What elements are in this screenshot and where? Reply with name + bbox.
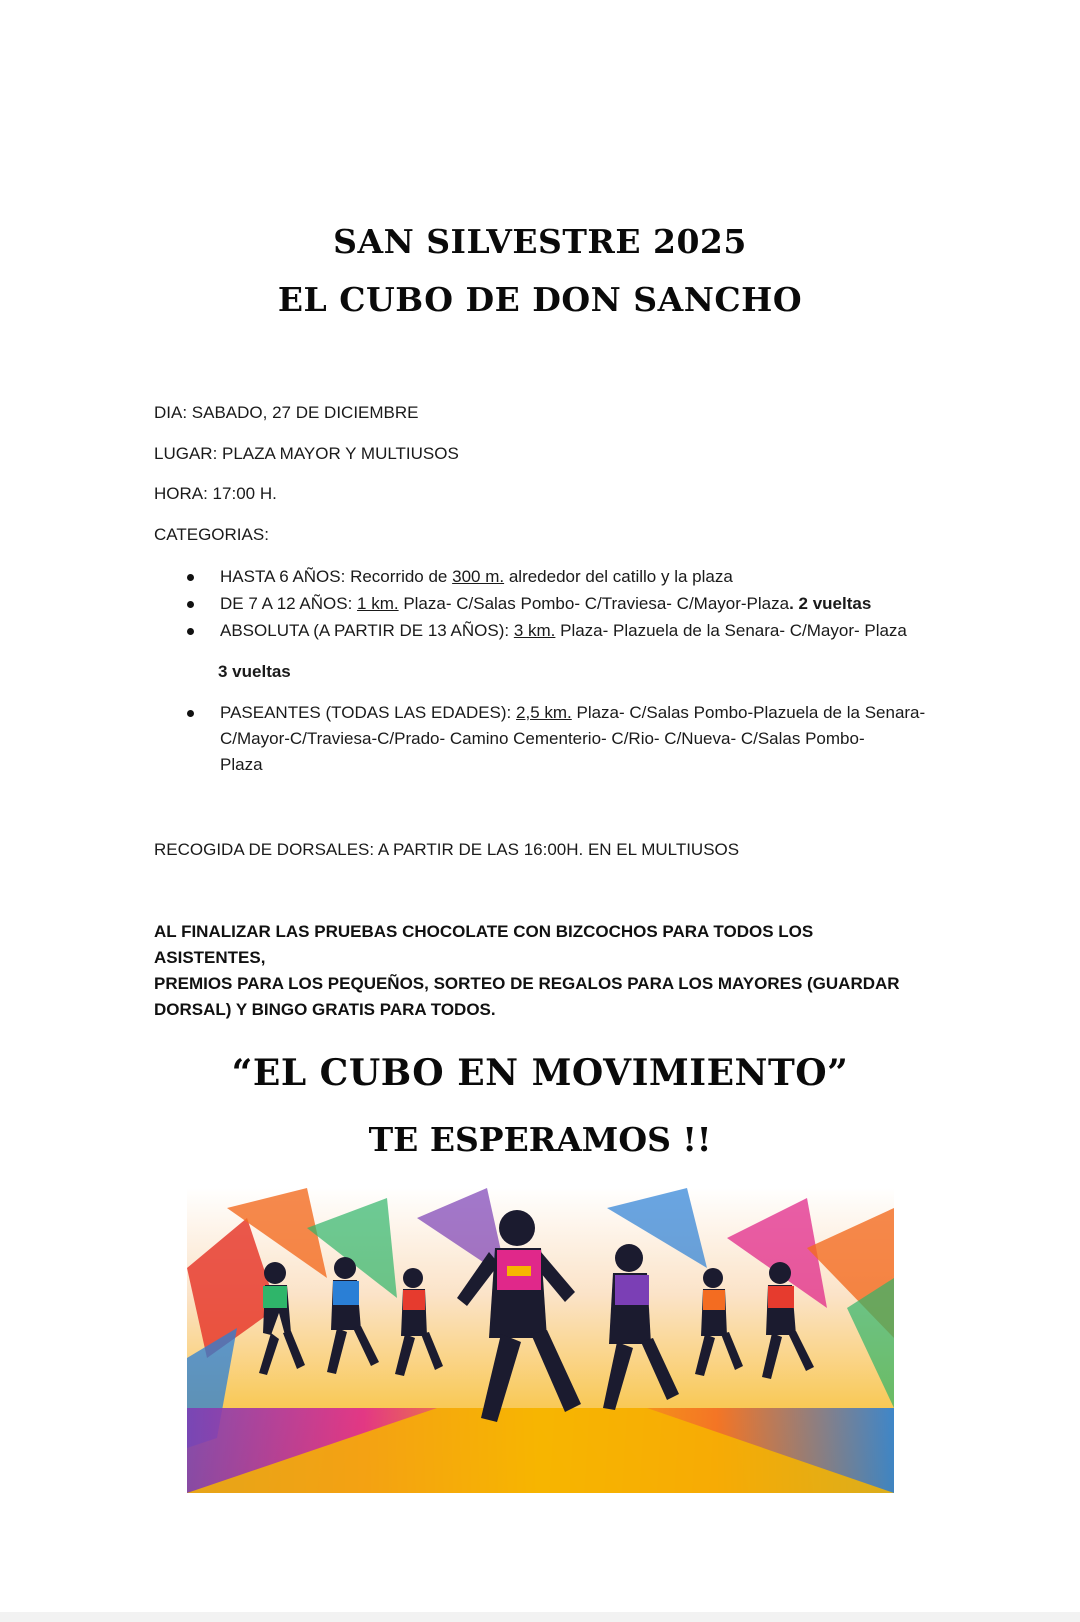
- place-line: LUGAR: PLAZA MAYOR Y MULTIUSOS: [154, 444, 459, 463]
- category-distance: 1 km.: [357, 594, 399, 613]
- runners-illustration: [187, 1188, 894, 1493]
- final-notice-line: DORSAL) Y BINGO GRATIS PARA TODOS.: [154, 1000, 496, 1019]
- bullet-icon: [187, 601, 194, 608]
- bullet-icon: [187, 574, 194, 581]
- date-line: DIA: SABADO, 27 DE DICIEMBRE: [154, 403, 419, 422]
- page-bottom-edge: [0, 1612, 1080, 1622]
- category-distance: 3 km.: [513, 621, 556, 640]
- event-title: SAN SILVESTRE 2025: [333, 222, 747, 261]
- category-route: Plaza- Plazuela de la Senara- C/Mayor- Plaza: [555, 621, 907, 640]
- category-item: [220, 618, 907, 644]
- category-route-continued: Plaza: [220, 755, 263, 774]
- bib-pickup-line: RECOGIDA DE DORSALES: A PARTIR DE LAS 16:00H. EN EL MULTIUSOS: [154, 840, 740, 859]
- runners-illustration-icon: [187, 1188, 894, 1493]
- category-route: Plaza- C/Salas Pombo-Plazuela de la Senara-: [571, 703, 926, 722]
- category-distance: 300 m.: [452, 567, 505, 586]
- categories-label: CATEGORIAS:: [154, 525, 269, 544]
- time-line: HORA: 17:00 H.: [154, 484, 277, 503]
- final-notice-line: AL FINALIZAR LAS PRUEBAS CHOCOLATE CON BIZCOCHOS PARA TODOS LOS ASISTENTES,: [154, 922, 814, 967]
- final-notice: [154, 919, 914, 1023]
- category-laps: 3 vueltas: [218, 662, 291, 681]
- bullet-icon: [187, 710, 194, 717]
- final-notice-line: PREMIOS PARA LOS PEQUEÑOS, SORTEO DE REGALOS PARA LOS MAYORES (GUARDAR: [154, 974, 900, 993]
- category-item: [220, 700, 925, 726]
- category-text: DE 7 A 12 AÑOS:: [220, 594, 358, 613]
- category-text: PASEANTES (TODAS LAS EDADES):: [220, 703, 517, 722]
- category-text: ABSOLUTA (A PARTIR DE 13 AÑOS):: [220, 621, 514, 640]
- category-text: HASTA 6 AÑOS: Recorrido de: [220, 567, 453, 586]
- category-route-continued: C/Mayor-C/Traviesa-C/Prado- Camino Cementerio- C/Rio- C/Nueva- C/Salas Pombo-: [220, 729, 865, 748]
- category-item: [220, 591, 871, 617]
- category-distance: 2,5 km.: [516, 703, 572, 722]
- category-laps: . 2 vueltas: [789, 594, 872, 613]
- slogan: “EL CUBO EN MOVIMIENTO”: [231, 1052, 849, 1094]
- bullet-icon: [187, 628, 194, 635]
- category-route: alrededor del catillo y la plaza: [504, 567, 733, 586]
- category-item: [220, 564, 733, 590]
- event-location-title: EL CUBO DE DON SANCHO: [277, 280, 803, 319]
- category-route: Plaza- C/Salas Pombo- C/Traviesa- C/Mayor-Plaza: [398, 594, 790, 613]
- welcome-message: TE ESPERAMOS !!: [368, 1120, 712, 1159]
